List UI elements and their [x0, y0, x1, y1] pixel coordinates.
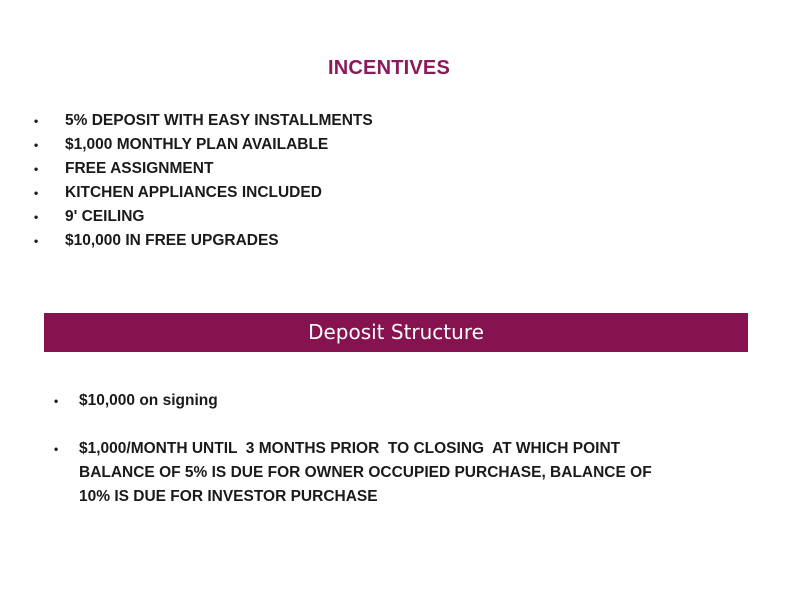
bullet-icon: •	[34, 114, 39, 128]
list-item-text: $10,000 on signing	[79, 392, 218, 409]
bullet-icon: •	[34, 162, 39, 176]
list-item-text: KITCHEN APPLIANCES INCLUDED	[65, 184, 322, 201]
bullet-icon: •	[34, 234, 39, 248]
list-item-text-line: BALANCE OF 5% IS DUE FOR OWNER OCCUPIED PURCHASE, BALANCE OF	[79, 464, 652, 481]
list-item	[34, 157, 373, 181]
list-item-text: 5% DEPOSIT WITH EASY INSTALLMENTS	[65, 112, 373, 129]
list-item-text-line: $1,000/MONTH UNTIL 3 MONTHS PRIOR TO CLOSING AT WHICH POINT	[79, 440, 621, 457]
list-item	[54, 437, 734, 509]
bullet-icon: •	[34, 138, 39, 152]
list-item-text: 9' CEILING	[65, 208, 145, 225]
deposit-structure-banner	[44, 313, 748, 352]
list-item	[34, 229, 373, 253]
list-item-text: FREE ASSIGNMENT	[65, 160, 214, 177]
bullet-icon: •	[54, 394, 59, 408]
list-item	[34, 133, 373, 157]
list-item	[54, 389, 734, 413]
deposit-list	[54, 389, 734, 533]
list-item	[34, 205, 373, 229]
bullet-icon: •	[34, 186, 39, 200]
list-item-text-line: 10% IS DUE FOR INVESTOR PURCHASE	[79, 488, 378, 505]
incentives-list	[34, 109, 373, 253]
list-item	[34, 109, 373, 133]
list-item-text: $1,000 MONTHLY PLAN AVAILABLE	[65, 136, 329, 153]
bullet-icon: •	[54, 442, 59, 456]
list-item	[34, 181, 373, 205]
list-item-text: $10,000 IN FREE UPGRADES	[65, 232, 279, 249]
section-heading: Deposit Structure	[308, 320, 484, 344]
bullet-icon: •	[34, 210, 39, 224]
page-title: INCENTIVES	[327, 57, 451, 79]
